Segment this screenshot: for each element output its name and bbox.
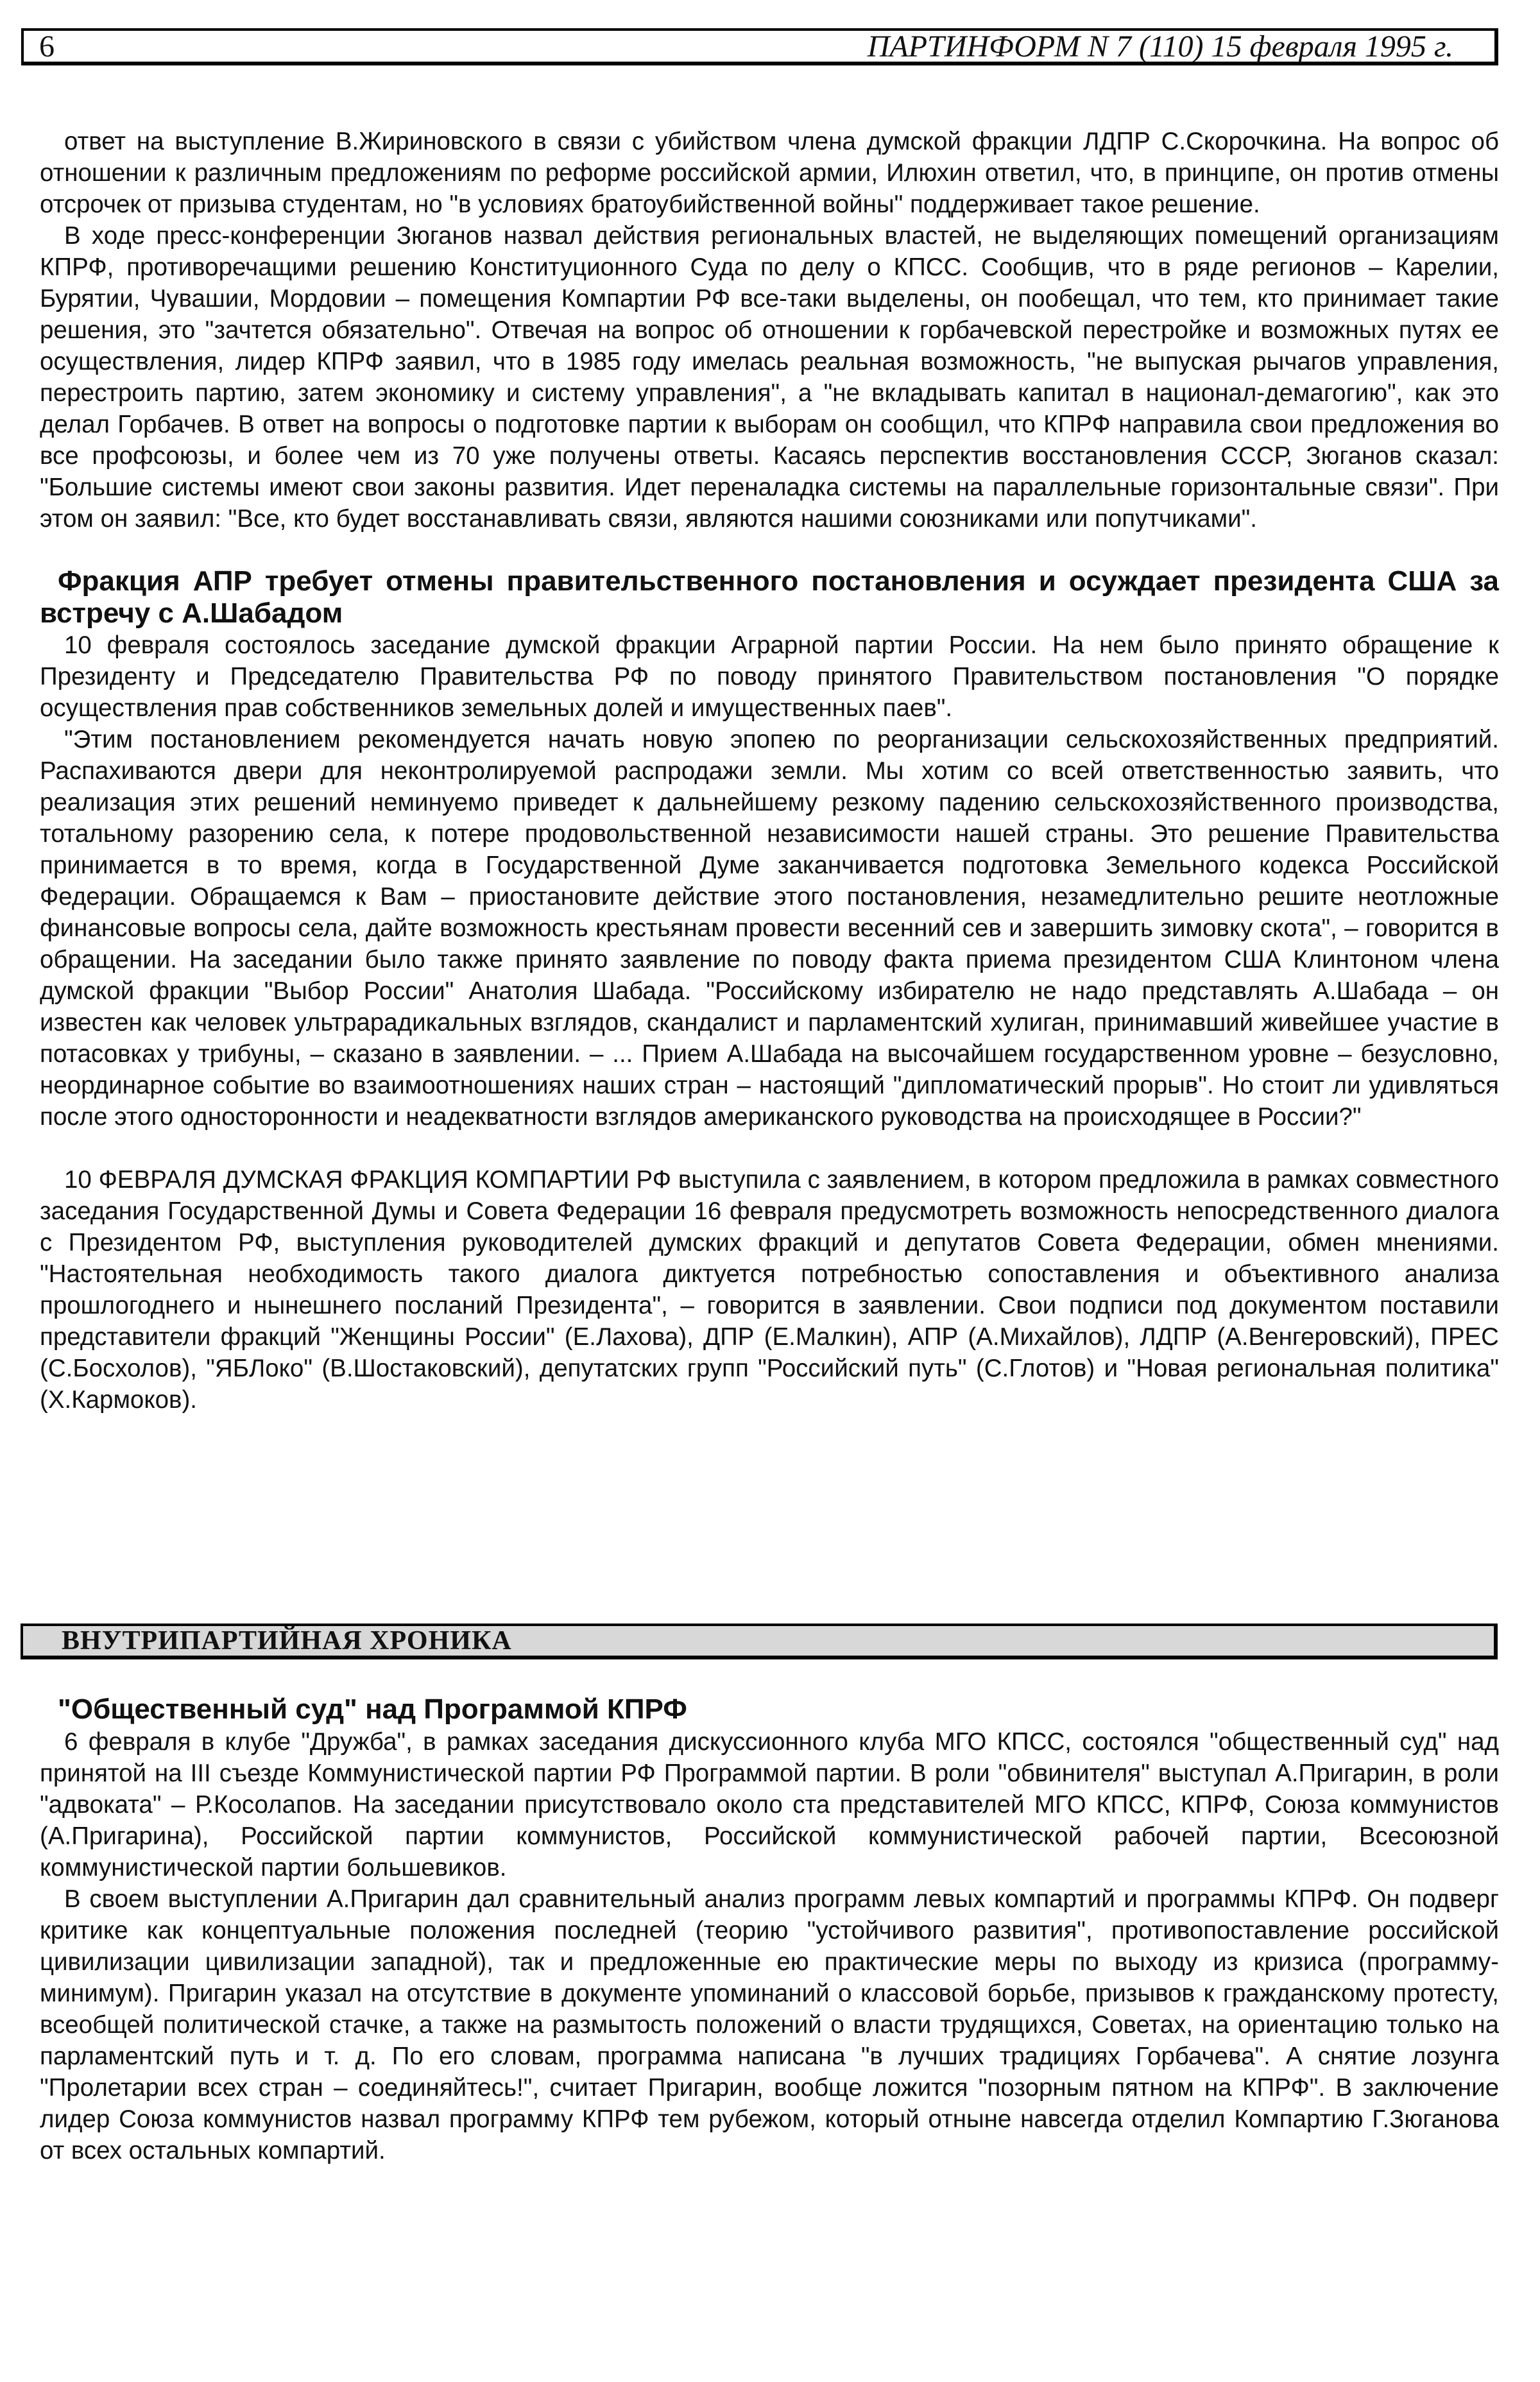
article-title: Фракция АПР требует отмены правительственного постановления и осуждает президента США за встречу с А.Шабадом	[40, 565, 1499, 629]
publication-line: ПАРТИНФОРМ N 7 (110) 15 февраля 1995 г.	[867, 29, 1453, 64]
article-title: "Общественный суд" над Программой КПРФ	[58, 1693, 687, 1725]
paragraph: 6 февраля в клубе "Дружба", в рамках заседания дискуссионного клуба МГО КПСС, состоялся "общественный суд" над принятой на III съезде Коммунистической партии РФ Программой партии. В роли "обвинителя" выступал А.Пригарин, в роли "адвоката" – Р.Косолапов. На заседании присутствовало около ста представителей МГО КПСС, КПРФ, Союза коммунистов (А.Пригарина), Российской партии коммунистов, Российской коммунистической рабочей партии, Всесоюзной коммунистической партии большевиков.	[40, 1728, 1499, 1881]
paragraph: В ходе пресс-конференции Зюганов назвал действия региональных властей, не выделяющих помещений организациям КПРФ, противоречащими решению Конституционного Суда по делу о КПСС. Сообщив, что в ряде регионов – Карелии, Бурятии, Чувашии, Мордовии – помещения Компартии РФ все-таки выделены, он пообещал, что тем, кто принимает такие решения, это "зачтется обязательно". Отвечая на вопрос об отношении к горбачевской перестройке и возможных путях ее осуществления, лидер КПРФ заявил, что в 1985 году имелась реальная возможность, "не выпуская рычагов управления, перестроить партию, затем экономику и систему управления", а "не вкладывать капитал в национал-демагогию", как это делал Горбачев. В ответ на вопросы о подготовке партии к выборам он сообщил, что КПРФ направила свои предложения во все профсоюзы, и более чем из 70 уже получены ответы. Касаясь перспектив восстановления СССР, Зюганов сказал: "Большие системы имеют свои законы развития. Идет переналадка системы на параллельные горизонтальные связи". При этом он заявил: "Все, кто будет восстанавливать связи, являются нашими союзниками или попутчиками".	[40, 222, 1499, 533]
article-column	[40, 126, 1499, 1416]
article-column-2	[40, 1693, 1499, 2166]
paragraph: 10 февраля состоялось заседание думской фракции Аграрной партии России. На нем было принято обращение к Президенту и Председателю Правительства РФ по поводу принятого Правительством постановления "О порядке осуществления прав собственников земельных долей и имущественных паев".	[40, 631, 1499, 722]
section-heading-bar	[21, 1624, 1498, 1659]
section-title: ВНУТРИПАРТИЙНАЯ ХРОНИКА	[62, 1626, 512, 1656]
paragraph: "Этим постановлением рекомендуется начать новую эпопею по реорганизации сельскохозяйственных предприятий. Распахиваются двери для неконтролируемой распродажи земли. Мы хотим со всей ответственностью заявить, что реализация этих решений неминуемо приведет к дальнейшему резкому падению сельскохозяйственного производства, тотальному разорению села, к потере продовольственной независимости нашей страны. Это решение Правительства принимается в то время, когда в Государственной Думе заканчивается подготовка Земельного кодекса Российской Федерации. Обращаемся к Вам – приостановите действие этого постановления, незамедлительно решите неотложные финансовые вопросы села, дайте возможность крестьянам провести весенний сев и завершить зимовку скота", – говорится в обращении. На заседании было также принято заявление по поводу факта приема президентом США Клинтоном члена думской фракции "Выбор России" Анатолия Шабада. "Российскому избирателю не надо представлять А.Шабада – он известен как человек ультрарадикальных взглядов, скандалист и парламентский хулиган, принимавший живейшее участие в потасовках у трибуны, – сказано в заявлении. – ... Прием А.Шабада на высочайшем государственном уровне – безусловно, неординарное событие во взаимоотношениях наших стран – настоящий "дипломатический прорыв". Но стоит ли удивляться после этого односторонности и неадекватности взглядов американского руководства на происходящее в России?"	[40, 726, 1499, 1131]
page-number: 6	[39, 29, 55, 64]
paragraph: 10 ФЕВРАЛЯ ДУМСКАЯ ФРАКЦИЯ КОМПАРТИИ РФ выступила с заявлением, в котором предложила в рамках совместного заседания Государственной Думы и Совета Федерации 16 февраля предусмотреть возможность непосредственного диалога с Президентом РФ, выступления руководителей думских фракций и депутатов Совета Федерации, обмен мнениями. "Настоятельная необходимость такого диалога диктуется потребностью сопоставления и объективного анализа прошлогоднего и нынешнего посланий Президента", – говорится в заявлении. Свои подписи под документом поставили представители фракций "Женщины России" (Е.Лахова), ДПР (Е.Малкин), АПР (А.Михайлов), ЛДПР (А.Венгеровский), ПРЕС (С.Босхолов), "ЯБЛоко" (В.Шостаковский), депутатских групп "Российский путь" (С.Глотов) и "Новая региональная политика" (Х.Кармоков).	[40, 1166, 1499, 1414]
paragraph-spacer	[40, 1133, 1499, 1164]
paragraph: В своем выступлении А.Пригарин дал сравнительный анализ программ левых компартий и программы КПРФ. Он подверг критике как концептуальные положения последней (теорию "устойчивого развития", противопоставление российской цивилизации цивилизации западной), так и предложенные ею практические меры по выходу из кризиса (программу-минимум). Пригарин указал на отсутствие в документе упоминаний о классовой борьбе, призывов к гражданскому протесту, всеобщей политической стачке, а также на размытость положений о власти трудящихся, Советах, на ориентацию только на парламентский путь и т. д. По его словам, программа написана "в лучших традициях Горбачева". А снятие лозунга "Пролетарии всех стран – соединяйтесь!", считает Пригарин, вообще ложится "позорным пятном на КПРФ". В заключение лидер Союза коммунистов назвал программу КПРФ тем рубежом, который отныне навсегда отделил Компартию Г.Зюганова от всех остальных компартий.	[40, 1885, 1499, 2164]
page-header	[21, 28, 1498, 65]
paragraph: ответ на выступление В.Жириновского в связи с убийством члена думской фракции ЛДПР С.Скорочкина. На вопрос об отношении к различным предложениям по реформе российской армии, Илюхин ответил, что, в принципе, он против отмены отсрочек от призыва студентам, но "в условиях братоубийственной войны" поддерживает такое решение.	[40, 128, 1499, 218]
